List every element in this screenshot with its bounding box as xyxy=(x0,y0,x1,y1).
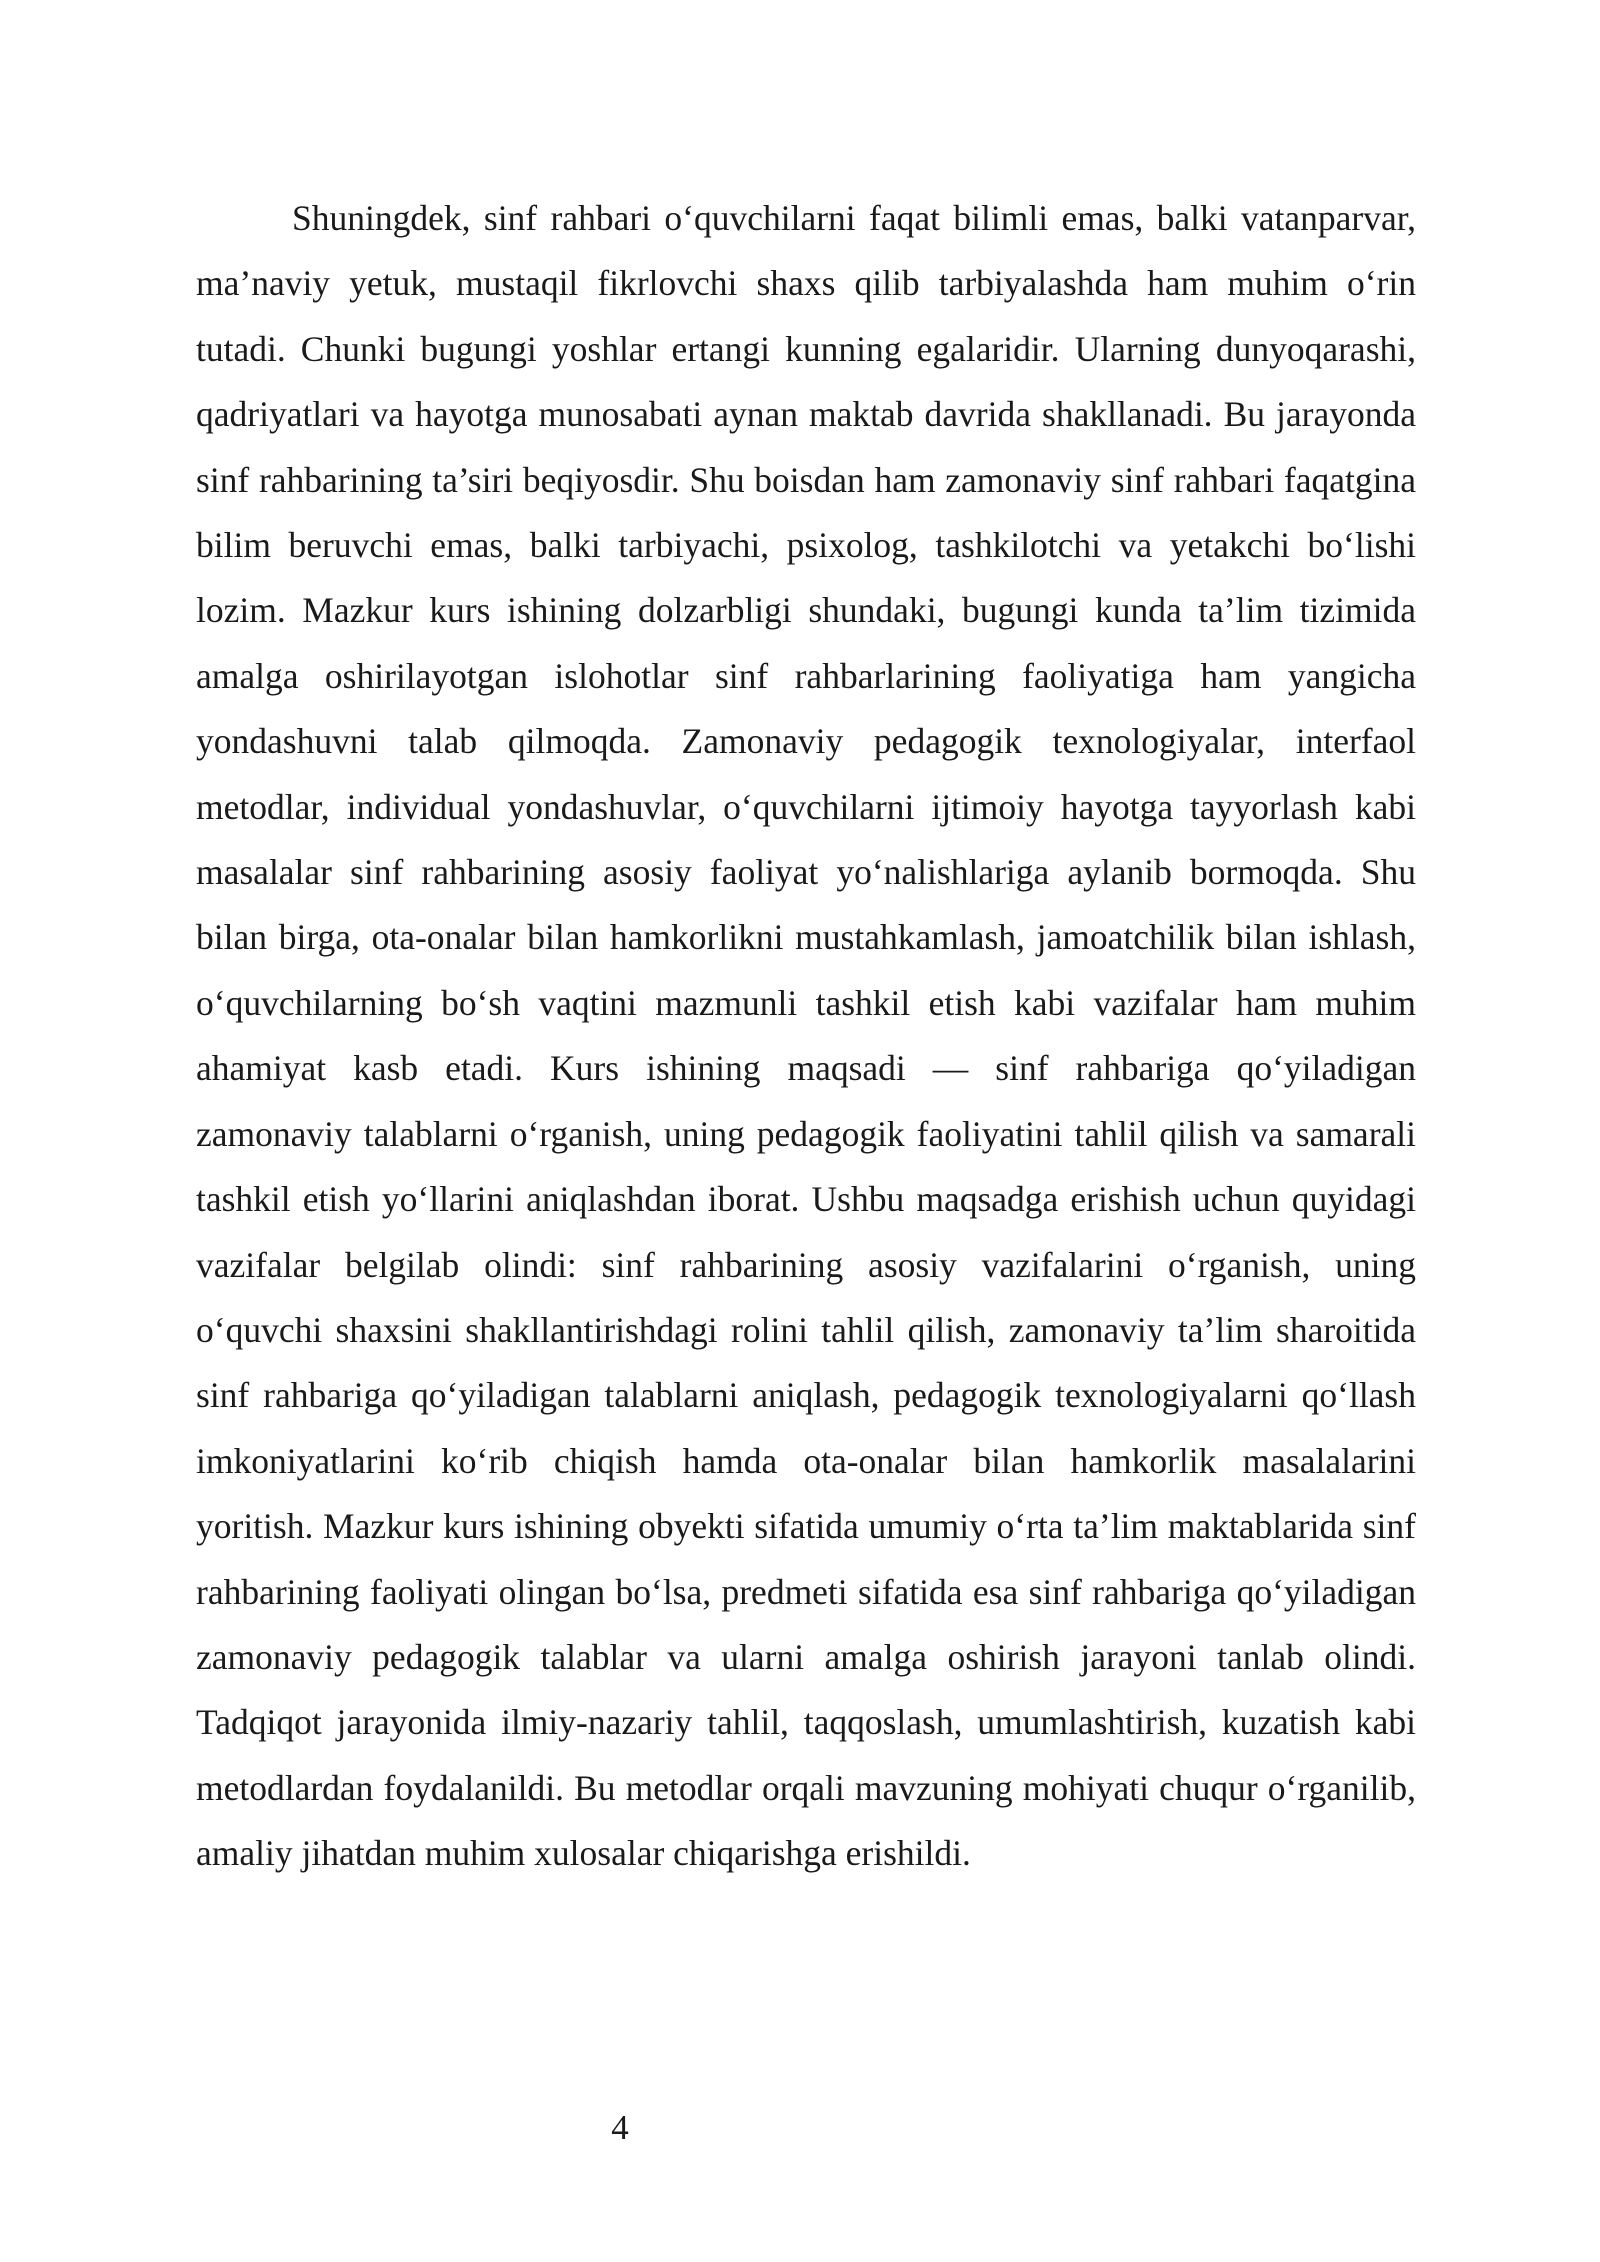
body-paragraph: Shuningdek, sinf rahbari o‘quvchilarni faqat bilimli emas, balki vatanparvar, ma’naviy yetuk, mustaqil fikrlovchi shaxs qilib tarbiyalashda ham muhim o‘rin tutadi. Chunki bugungi yoshlar ertangi kunning egalaridir. Ularning dunyoqarashi, qadriyatlari va hayotga munosabati aynan maktab davrida shakllanadi. Bu jarayonda sinf rahbarining ta’siri beqiyosdir. Shu boisdan ham zamonaviy sinf rahbari faqatgina bilim beruvchi emas, balki tarbiyachi, psixolog, tashkilotchi va yetakchi bo‘lishi lozim. Mazkur kurs ishining dolzarbligi shundaki, bugungi kunda ta’lim tizimida amalga oshirilayotgan islohotlar sinf rahbarlarining faoliyatiga ham yangicha yondashuvni talab qilmoqda. Zamonaviy pedagogik texnologiyalar, interfaol metodlar, individual yondashuvlar, o‘quvchilarni ijtimoiy hayotga tayyorlash kabi masalalar sinf rahbarining asosiy faoliyat yo‘nalishlariga aylanib bormoqda. Shu bilan birga, ota-onalar bilan hamkorlikni mustahkamlash, jamoatchilik bilan ishlash, o‘quvchilarning bo‘sh vaqtini mazmunli tashkil etish kabi vazifalar ham muhim ahamiyat kasb etadi. Kurs ishining maqsadi — sinf rahbariga qo‘yiladigan zamonaviy talablarni o‘rganish, uning pedagogik faoliyatini tahlil qilish va samarali tashkil etish yo‘llarini aniqlashdan iborat. Ushbu maqsadga erishish uchun quyidagi vazifalar belgilab olindi: sinf rahbarining asosiy vazifalarini o‘rganish, uning o‘quvchi shaxsini shakllantirishdagi rolini tahlil qilish, zamonaviy ta’lim sharoitida sinf rahbariga qo‘yiladigan talablarni aniqlash, pedagogik texnologiyalarni qo‘llash imkoniyatlarini ko‘rib chiqish hamda ota-onalar bilan hamkorlik masalalarini yoritish. Mazkur kurs ishining obyekti sifatida umumiy o‘rta ta’lim maktablarida sinf rahbarining faoliyati olingan bo‘lsa, predmeti sifatida esa sinf rahbariga qo‘yiladigan zamonaviy pedagogik talablar va ularni amalga oshirish jarayoni tanlab olindi. Tadqiqot jarayonida ilmiy-nazariy tahlil, taqqoslash, umumlashtirish, kuzatish kabi metodlardan foydalanildi. Bu metodlar orqali mavzuning mohiyati chuqur o‘rganilib, amaliy jihatdan muhim xulosalar chiqarishga erishildi. xyxy=(196,198,1416,1874)
page-number: 4 xyxy=(611,2108,629,2147)
